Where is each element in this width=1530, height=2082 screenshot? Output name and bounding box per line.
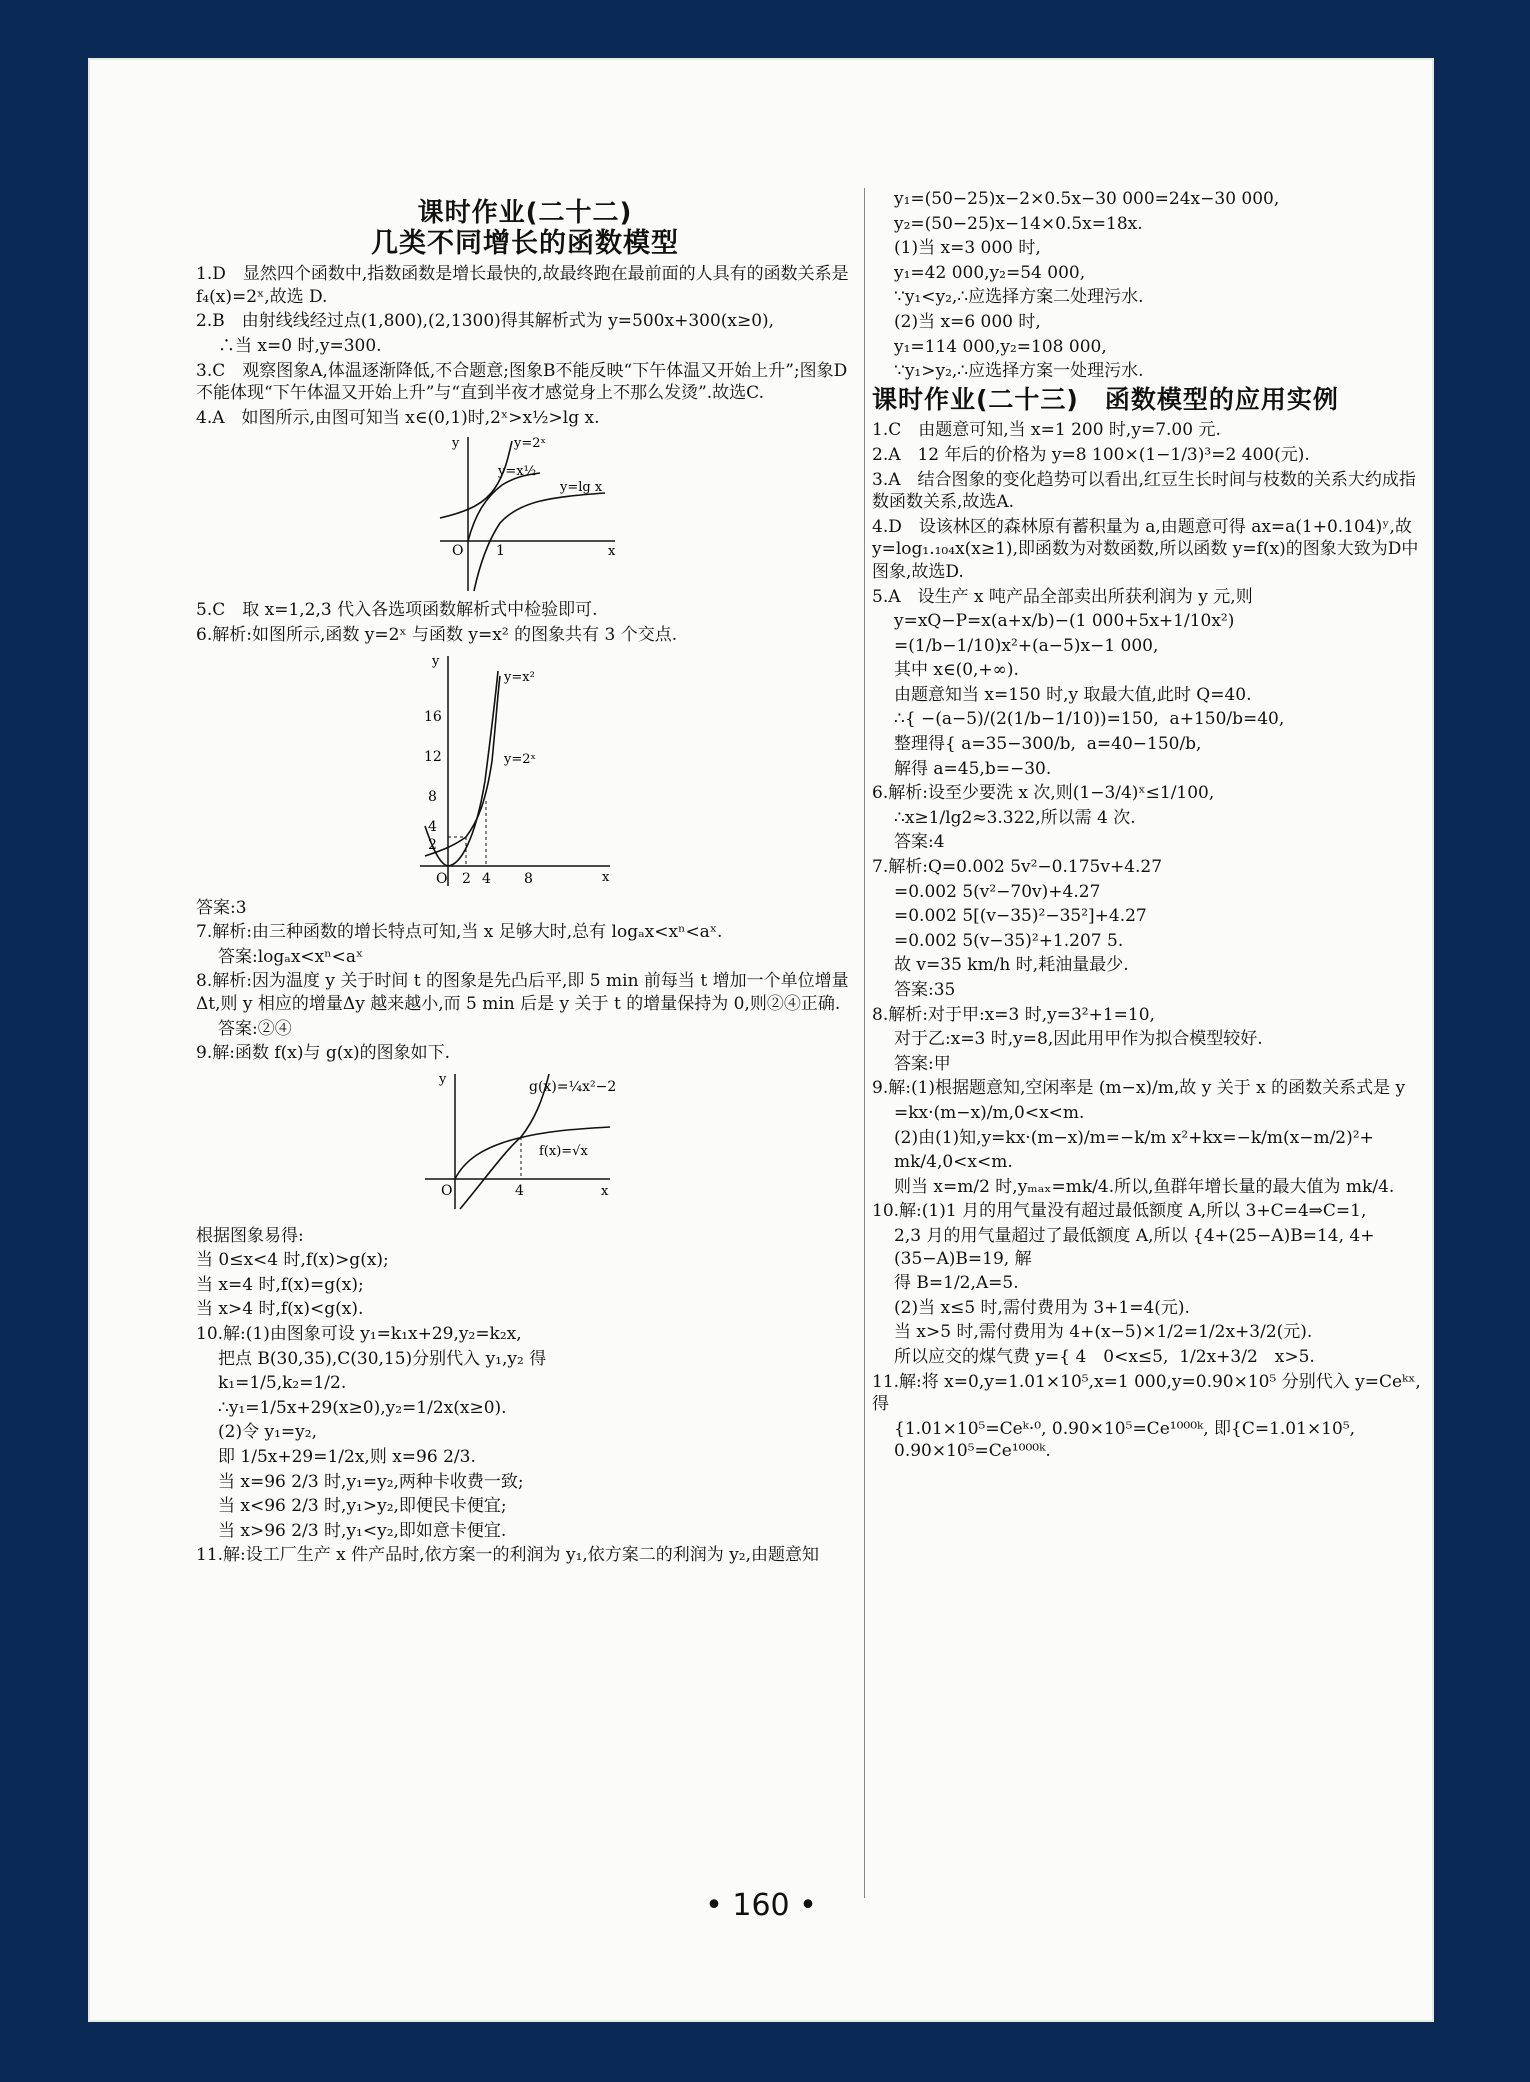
answer-item: 4.D 设该林区的森林原有蓄积量为 a,由题意可得 ax=a(1+0.104)ʸ,故 y=log₁.₁₀₄x(x≥1),即函数为对数函数,所以函数 y=f(x)的图象大致为D中图象,故选D. [872, 516, 1419, 582]
answer-line: 当 x>96 2/3 时,y₁<y₂,即如意卡便宜. [218, 1520, 507, 1541]
answer-line: 其中 x∈(0,+∞). [894, 660, 1019, 681]
answer-item: 5.A 设生产 x 吨产品全部卖出所获利润为 y 元,则 [872, 586, 1253, 607]
answer-line: ∴{ −(a−5)/(2(1/b−1/10))=150, a+150/b=40, [894, 709, 1285, 730]
origin-label: O [436, 870, 448, 887]
answer-item: 2.B 由射线线经过点(1,800),(2,1300)得其解析式为 y=500x+300(x≥0), [196, 311, 775, 332]
answer-line: 解得 a=45,b=−30. [894, 758, 1052, 779]
label-2x: y=2ˣ [514, 436, 547, 452]
x-axis-label: x [602, 869, 610, 885]
figure-2x-vs-x2 [420, 651, 630, 891]
figure-f-and-g [425, 1069, 625, 1219]
x-axis-label: x [608, 544, 616, 560]
answer-line: ∴y₁=1/5x+29(x≥0),y₂=1/2x(x≥0). [218, 1397, 507, 1418]
answer-line: ∵y₁<y₂,∴应选择方案二处理污水. [894, 287, 1144, 308]
figure-exp-power-log [430, 433, 620, 593]
answer-item: 10.解:(1)1 月的用气量没有超过最低额度 A,所以 3+C=4⇒C=1, [872, 1201, 1367, 1222]
answer-item: 3.A 结合图象的变化趋势可以看出,红豆生长时间与枝数的关系大约成指数函数关系,故选A. [872, 469, 1416, 513]
answer-line: (2)由(1)知,y=kx·(m−x)/m=−k/m x²+kx=−k/m(x−m/2)²+ [894, 1127, 1374, 1148]
answer-item: 1.C 由题意可知,当 x=1 200 时,y=7.00 元. [872, 420, 1221, 441]
answer-line: mk/4,0<x<m. [894, 1152, 1013, 1173]
answer-line: =kx·(m−x)/m,0<x<m. [894, 1102, 1085, 1123]
answer-line: 得 B=1/2,A=5. [894, 1273, 1019, 1294]
answer-line: 当 x>5 时,需付费用为 4+(x−5)×1/2=1/2x+3/2(元). [894, 1322, 1313, 1343]
answer-line: 故 v=35 km/h 时,耗油量最少. [894, 955, 1129, 976]
answer-line: (1)当 x=3 000 时, [894, 238, 1041, 259]
origin-label: O [452, 543, 464, 560]
label-lg: y=lg x [560, 480, 603, 496]
tick-x8: 8 [524, 870, 533, 887]
y-axis-label: y [439, 1071, 447, 1087]
answer-line: 即 1/5x+29=1/2x,则 x=96 2/3. [218, 1447, 476, 1468]
tick-x2: 2 [462, 870, 471, 887]
answer-line: 答案:②④ [218, 1018, 292, 1039]
tick-2: 2 [428, 836, 437, 853]
answer-item: 2.A 12 年后的价格为 y=8 100×(1−1/3)³=2 400(元). [872, 444, 1310, 465]
column-divider [864, 188, 865, 1898]
x-axis-label: x [601, 1183, 609, 1199]
answer-line: y₁=42 000,y₂=54 000, [894, 262, 1086, 283]
answer-line: {1.01×10⁵=Ceᵏ·⁰, 0.90×10⁵=Ce¹⁰⁰⁰ᵏ, 即{C=1.01×10⁵, 0.90×10⁵=Ce¹⁰⁰⁰ᵏ. [894, 1418, 1361, 1462]
answer-item: 6.解析:设至少要洗 x 次,则(1−3/4)ˣ≤1/100, [872, 783, 1215, 804]
answer-item: 9.解:函数 f(x)与 g(x)的图象如下. [196, 1043, 451, 1064]
label-x2: y=x² [504, 669, 535, 685]
lesson-title-23: 课时作业(二十三) 函数模型的应用实例 [872, 384, 1339, 414]
answer-line: 答案:甲 [894, 1053, 951, 1074]
curve-2x [440, 441, 512, 518]
answer-line: 则当 x=m/2 时,yₘₐₓ=mk/4.所以,鱼群年增长量的最大值为 mk/4. [894, 1176, 1395, 1197]
answer-item: 9.解:(1)根据题意知,空闲率是 (m−x)/m,故 y 关于 x 的函数关系式是 y [872, 1078, 1406, 1099]
answer-line: 答案:35 [894, 980, 956, 1000]
answer-line: ∵y₁>y₂,∴应选择方案一处理污水. [894, 361, 1144, 382]
answer-line: (2)当 x≤5 时,需付费用为 3+1=4(元). [894, 1297, 1190, 1318]
answer-line: y=xQ−P=x(a+x/b)−(1 000+5x+1/10x²) [894, 611, 1235, 632]
answer-line: =(1/b−1/10)x²+(a−5)x−1 000, [894, 635, 1159, 656]
answer-line: 对于乙:x=3 时,y=8,因此用甲作为拟合模型较好. [894, 1029, 1263, 1050]
answer-line: (2)当 x=6 000 时, [894, 311, 1041, 332]
lesson-subtitle-22: 几类不同增长的函数模型 [371, 227, 679, 259]
tick-16: 16 [424, 708, 442, 725]
answer-line: 当 x>4 时,f(x)<g(x). [196, 1299, 364, 1320]
answer-item: 4.A 如图所示,由图可知当 x∈(0,1)时,2ˣ>x½>lg x. [196, 407, 600, 428]
answer-line: 答案:3 [196, 897, 247, 918]
answer-item: 8.解析:因为温度 y 关于时间 t 的图象是先凸后平,即 5 min 前每当 t 增加一个单位增量Δt,则 y 相应的增量Δy 越来越小,而 5 min 后是 y 关于 t 的增量保持为 0,则②④正确. [196, 971, 849, 1014]
answer-line: 2,3 月的用气量超过了最低额度 A,所以 {4+(25−A)B=14, 4+(35−A)B=19, 解 [894, 1225, 1375, 1269]
answer-line: k₁=1/5,k₂=1/2. [218, 1373, 347, 1394]
answer-line: y₂=(50−25)x−14×0.5x=18x. [894, 213, 1143, 234]
answer-line: ∴x≥1/lg2≈3.322,所以需 4 次. [894, 807, 1136, 828]
answer-item: 11.解:设工厂生产 x 件产品时,依方案一的利润为 y₁,依方案二的利润为 y₂,由题意知 [196, 1545, 820, 1566]
tick-x4: 4 [482, 870, 491, 887]
page-number: • 160 • [705, 1888, 817, 1923]
answer-item: 6.解析:如图所示,函数 y=2ˣ 与函数 y=x² 的图象共有 3 个交点. [196, 624, 678, 645]
answer-item: 7.解析:Q=0.002 5v²−0.175v+4.27 [872, 857, 1163, 878]
answer-line: 所以应交的煤气费 y={ 4 0<x≤5, 1/2x+3/2 x>5. [894, 1346, 1315, 1367]
answer-line: 由题意知当 x=150 时,y 取最大值,此时 Q=40. [894, 684, 1252, 705]
tick-12: 12 [424, 748, 442, 765]
label-sqrt: y=x½ [498, 464, 537, 480]
answer-line: (2)令 y₁=y₂, [218, 1422, 317, 1443]
answer-item: 10.解:(1)由图象可设 y₁=k₁x+29,y₂=k₂x, [196, 1324, 522, 1345]
left-column [196, 58, 854, 1569]
tick-4: 4 [428, 818, 437, 835]
answer-line: 根据图象易得: [196, 1225, 304, 1246]
answer-line: =0.002 5[(v−35)²−35²]+4.27 [894, 906, 1147, 927]
answer-item: 11.解:将 x=0,y=1.01×10⁵,x=1 000,y=0.90×10⁵ 分别代入 y=Ceᵏˣ,得 [872, 1371, 1421, 1415]
answer-line: y₁=(50−25)x−2×0.5x−30 000=24x−30 000, [894, 189, 1280, 209]
answer-item: 8.解析:对于甲:x=3 时,y=3²+1=10, [872, 1004, 1155, 1025]
label-2x: y=2ˣ [504, 751, 537, 767]
answer-line: =0.002 5(v²−70v)+4.27 [894, 881, 1101, 902]
answer-item: 1.D 显然四个函数中,指数函数是增长最快的,故最终跑在最前面的人具有的函数关系是 f₄(x)=2ˣ,故选 D. [196, 264, 855, 307]
answer-line: y₁=114 000,y₂=108 000, [894, 336, 1107, 357]
tick-4: 4 [515, 1182, 524, 1199]
answer-item: 3.C 观察图象A,体温逐渐降低,不合题意;图象B不能反映“下午体温又开始上升”;图象D不能体现“下午体温又开始上升”与“直到半夜才感觉身上不那么发烫”.故选C. [196, 360, 848, 404]
answer-line: 当 x=4 时,f(x)=g(x); [196, 1274, 364, 1295]
origin-label: O [441, 1182, 453, 1199]
curve-sqrt [468, 473, 540, 541]
answer-line: 当 x=96 2/3 时,y₁=y₂,两种卡收费一致; [218, 1471, 524, 1492]
scanned-page [88, 58, 1434, 2022]
label-f: f(x)=√x [539, 1143, 588, 1159]
right-column [872, 58, 1432, 1465]
curve-lg [474, 493, 605, 591]
answer-line: 答案:logₐx<xⁿ<aˣ [218, 946, 364, 967]
answer-item: 5.C 取 x=1,2,3 代入各选项函数解析式中检验即可. [196, 600, 598, 621]
answer-line: 当 0≤x<4 时,f(x)>g(x); [196, 1250, 389, 1271]
lesson-title-22: 课时作业(二十二) [417, 198, 633, 228]
answer-item: ∴当 x=0 时,y=300. [218, 335, 382, 356]
label-g: g(x)=¼x²−2 [529, 1078, 617, 1095]
answer-line: 当 x<96 2/3 时,y₁>y₂,即便民卡便宜; [218, 1496, 507, 1517]
tick-1: 1 [496, 543, 505, 560]
answer-line: 把点 B(30,35),C(30,15)分别代入 y₁,y₂ 得 [218, 1348, 547, 1369]
tick-8: 8 [428, 788, 437, 805]
answer-item: 7.解析:由三种函数的增长特点可知,当 x 足够大时,总有 logₐx<xⁿ<aˣ. [196, 922, 723, 943]
answer-line: 答案:4 [894, 832, 945, 853]
y-axis-label: y [432, 653, 440, 669]
answer-line: =0.002 5(v−35)²+1.207 5. [894, 930, 1124, 951]
y-axis-label: y [452, 436, 460, 452]
answer-line: 整理得{ a=35−300/b, a=40−150/b, [894, 734, 1202, 755]
